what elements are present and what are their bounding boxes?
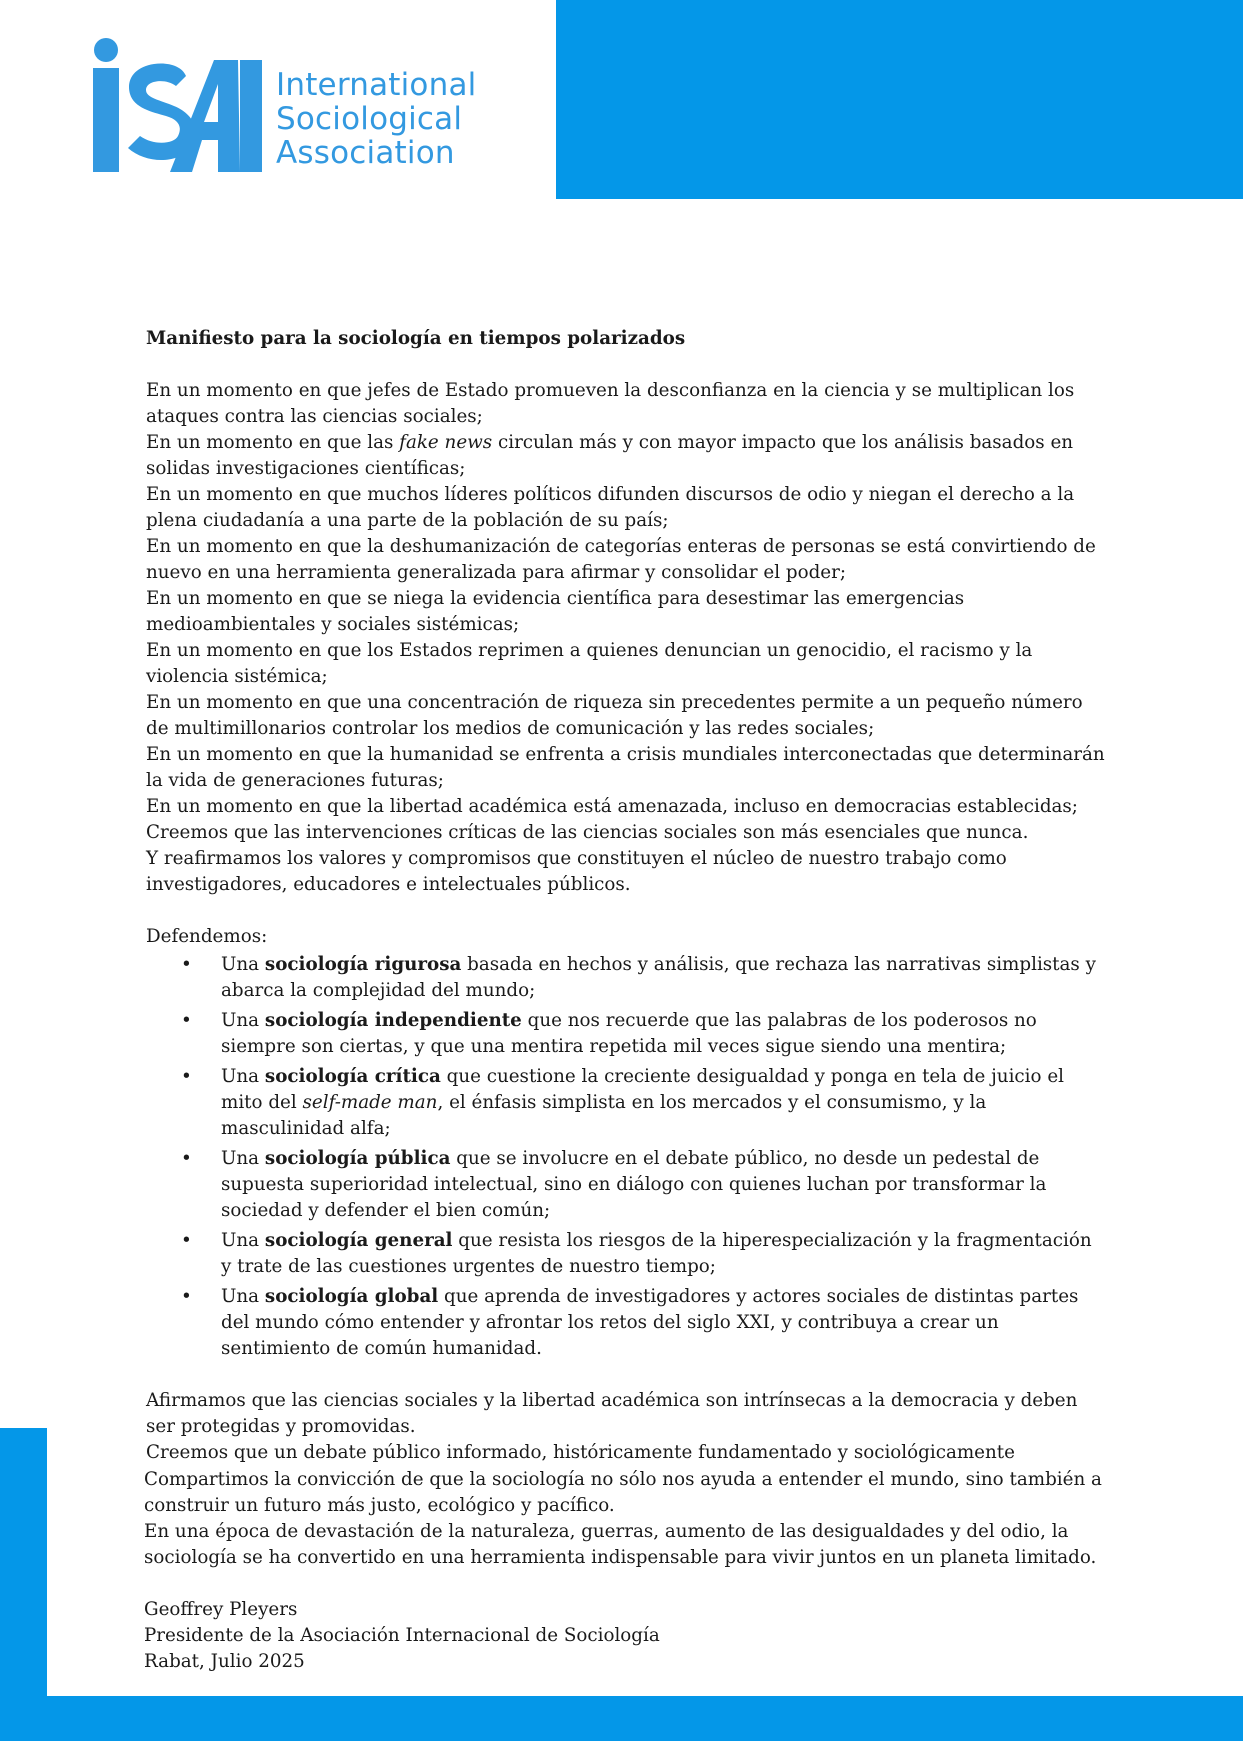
document-title: Manifiesto para la sociología en tiempos polarizados — [146, 328, 686, 349]
manifesto-body — [146, 326, 1106, 1465]
bold-term: sociología pública — [264, 1148, 451, 1169]
cut-off-line-wrapper — [146, 1440, 1106, 1465]
affirm-paragraphs — [146, 1388, 1106, 1465]
intro-line: En un momento en que la humanidad se enfrenta a crisis mundiales interconectadas que determinarán la vida de generaciones futuras; — [146, 744, 1105, 791]
italic-term: self-made man — [302, 1092, 438, 1113]
bold-term: sociología crítica — [264, 1066, 441, 1087]
intro-line: En un momento en que las fake news circulan más y con mayor impacto que los análisis basados en solidas investigaciones científicas; — [146, 432, 1074, 479]
bullet-icon: • — [181, 1148, 192, 1169]
intro-line: Creemos que las intervenciones críticas de las ciencias sociales son más esenciales que nunca. — [146, 822, 1029, 843]
signatory-role: Presidente de la Asociación Internacional de Sociología — [144, 1625, 660, 1646]
intro-line: En un momento en que una concentración de riqueza sin precedentes permite a un pequeño número de multimillonarios controlar los medios de comunicación y las redes sociales; — [146, 692, 1083, 739]
signatory-name: Geoffrey Pleyers — [144, 1599, 298, 1620]
closing-section — [144, 1467, 1104, 1675]
intro-line: En un momento en que se niega la evidencia científica para desestimar las emergencias medioambientales y sociales sistémicas; — [146, 588, 965, 635]
place-date: Rabat, Julio 2025 — [144, 1651, 305, 1672]
intro-line: En un momento en que jefes de Estado promueven la desconfianza en la ciencia y se multiplican los ataques contra las ciencias sociales; — [146, 380, 1075, 427]
list-item: • Una sociología general que resista los riesgos de la hiperespecialización y la fragmentación y trate de las cuestiones urgentes de nuestro tiempo; — [181, 1230, 1092, 1277]
bold-term: sociología global — [264, 1286, 439, 1307]
bold-term: sociología general — [264, 1230, 453, 1251]
logo-line-1: International — [276, 67, 477, 103]
defend-list — [146, 952, 1106, 1362]
bullet-icon: • — [181, 954, 192, 975]
side-color-band — [0, 1428, 47, 1741]
footer-color-band — [0, 1696, 1243, 1741]
bullet-icon: • — [181, 1066, 192, 1087]
list-item: • Una sociología rigurosa basada en hechos y análisis, que rechaza las narrativas simplistas y abarca la complejidad del mundo; — [181, 954, 1096, 1001]
list-item: • Una sociología global que aprenda de investigadores y actores sociales de distintas partes del mundo cómo entender y afrontar los retos del siglo XXI, y contribuya a crear un sentimiento de común humanidad. — [181, 1286, 1079, 1359]
defend-label: Defendemos: — [146, 926, 268, 947]
header-color-band — [556, 0, 1243, 199]
intro-line: Y reafirmamos los valores y compromisos que constituyen el núcleo de nuestro trabajo como investigadores, educadores e intelectuales públicos. — [146, 848, 1007, 895]
isa-logo-mark — [90, 36, 262, 172]
bullet-icon: • — [181, 1286, 192, 1307]
list-item: • Una sociología crítica que cuestione la creciente desigualdad y ponga en tela de juicio el mito del self-made man, el énfasis simplista en los mercados y el consumismo, y la masculinidad alfa; — [181, 1066, 1064, 1139]
bold-term: sociología independiente — [264, 1010, 522, 1031]
isa-logo — [90, 36, 520, 172]
intro-line: En un momento en que la deshumanización de categorías enteras de personas se está convirtiendo de nuevo en una herramienta generalizada para afirmar y consolidar el poder; — [146, 536, 1096, 583]
bullet-icon: • — [181, 1230, 192, 1251]
closing-line: Compartimos la convicción de que la sociología no sólo nos ayuda a entender el mundo, sino también a construir un futuro más justo, ecológico y pacífico. — [144, 1469, 1102, 1516]
isa-logo-wordmark — [276, 68, 476, 170]
intro-paragraphs — [146, 378, 1106, 898]
logo-line-2: Sociological — [276, 101, 463, 137]
logo-line-3: Association — [276, 135, 455, 171]
signature-block — [144, 1597, 1104, 1675]
intro-line: En un momento en que la libertad académica está amenazada, incluso en democracias establecidas; — [146, 796, 1078, 817]
intro-line: En un momento en que muchos líderes políticos difunden discursos de odio y niegan el derecho a la plena ciudadanía a una parte de la población de su país; — [146, 484, 1075, 531]
closing-line: En una época de devastación de la naturaleza, guerras, aumento de las desigualdades y del odio, la sociología se ha convertido en una herramienta indispensable para vivir juntos en un planeta limitado. — [144, 1521, 1097, 1568]
list-item: • Una sociología pública que se involucre en el debate público, no desde un pedestal de supuesta superioridad intelectual, sino en diálogo con quienes luchan por transformar la sociedad y defender el bien común; — [181, 1148, 1047, 1221]
affirm-line-cut: Creemos que un debate público informado, históricamente fundamentado y sociológicamente — [146, 1442, 1015, 1463]
italic-term: fake news — [399, 432, 493, 453]
intro-line: En un momento en que los Estados reprimen a quienes denuncian un genocidio, el racismo y la violencia sistémica; — [146, 640, 1033, 687]
bold-term: sociología rigurosa — [264, 954, 462, 975]
bullet-icon: • — [181, 1010, 192, 1031]
affirm-line: Afirmamos que las ciencias sociales y la libertad académica son intrínsecas a la democracia y deben ser protegidas y promovidas. — [146, 1390, 1078, 1437]
list-item: • Una sociología independiente que nos recuerde que las palabras de los poderosos no siempre son ciertas, y que una mentira repetida mil veces sigue siendo una mentira; — [181, 1010, 1037, 1057]
